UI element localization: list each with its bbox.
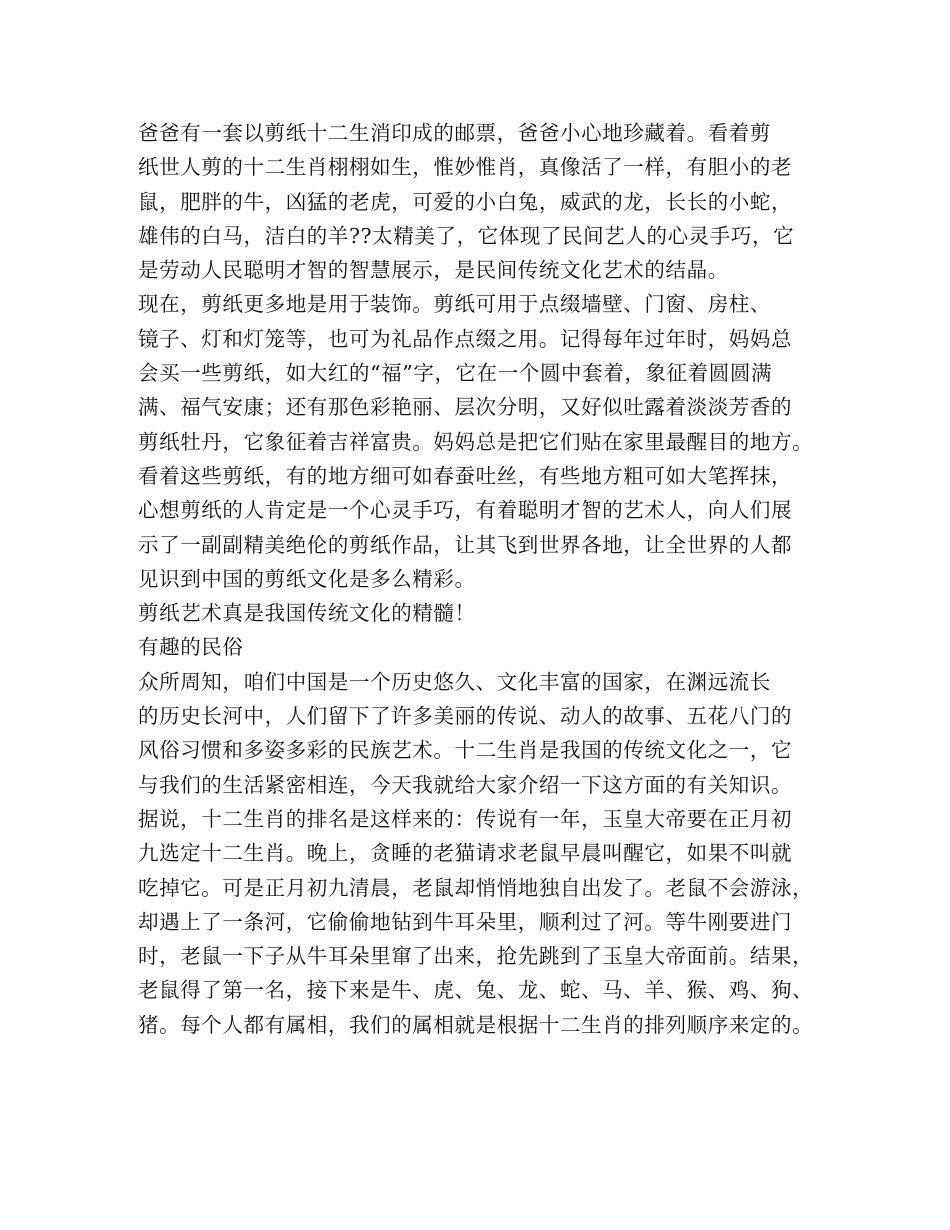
- text-line: 剪纸牡丹，它象征着吉祥富贵。妈妈总是把它们贴在家里最醒目的地方。: [138, 429, 814, 454]
- text-line: 见识到中国的剪纸文化是多么精彩。: [138, 566, 476, 591]
- text-line: 鼠，肥胖的牛，凶猛的老虎，可爱的小白兔，威武的龙，长长的小蛇，: [138, 189, 793, 214]
- text-line: 纸世人剪的十二生肖栩栩如生，惟妙惟肖，真像活了一样，有胆小的老: [138, 155, 793, 180]
- text-line: 却遇上了一条河，它偷偷地钻到牛耳朵里，顺利过了河。等牛刚要进门: [138, 909, 793, 934]
- text-line: 是劳动人民聪明才智的智慧展示，是民间传统文化艺术的结晶。: [138, 258, 729, 283]
- text-line: 九选定十二生肖。晚上，贪睡的老猫请求老鼠早晨叫醒它，如果不叫就: [138, 841, 793, 866]
- section-heading: 有趣的民俗: [138, 635, 244, 660]
- closing-sentence: 剪纸艺术真是我国传统文化的精髓！: [138, 601, 476, 626]
- text-line: 爸爸有一套以剪纸十二生消印成的邮票，爸爸小心地珍藏着。看着剪: [138, 121, 771, 145]
- text-line: 示了一副副精美绝伦的剪纸作品，让其飞到世界各地，让全世界的人都: [138, 532, 793, 557]
- text-line: 与我们的生活紧密相连，今天我就给大家介绍一下这方面的有关知识。: [138, 772, 793, 797]
- text-line: 现在，剪纸更多地是用于装饰。剪纸可用于点缀墙壁、门窗、房柱、: [138, 292, 771, 317]
- text-line: 的历史长河中，人们留下了许多美丽的传说、动人的故事、五花八门的: [138, 704, 793, 729]
- text-line: 老鼠得了第一名，接下来是牛、虎、兔、龙、蛇、马、羊、猴、鸡、狗、: [138, 978, 814, 1003]
- text-line: 据说，十二生肖的排名是这样来的：传说有一年，玉皇大帝要在正月初: [138, 806, 793, 831]
- text-line: 猪。每个人都有属相，我们的属相就是根据十二生肖的排列顺序来定的。: [138, 1012, 814, 1037]
- text-line: 镜子、灯和灯笼等，也可为礼品作点缀之用。记得每年过年时，妈妈总: [138, 326, 793, 351]
- text-line: 时，老鼠一下子从牛耳朵里窜了出来，抢先跳到了玉皇大帝面前。结果，: [138, 944, 814, 969]
- text-line: 会买一些剪纸，如大红的“福”字，它在一个圆中套着，象征着圆圆满: [138, 361, 773, 386]
- document-body: [138, 116, 828, 1042]
- text-line: 众所周知，咱们中国是一个历史悠久、文化丰富的国家，在渊远流长: [138, 669, 771, 694]
- text-line: 雄伟的白马，洁白的羊??太精美了，它体现了民间艺人的心灵手巧，它: [138, 223, 795, 248]
- text-line: 吃掉它。可是正月初九清晨，老鼠却悄悄地独自出发了。老鼠不会游泳，: [138, 875, 814, 900]
- text-line: 心想剪纸的人肯定是一个心灵手巧，有着聪明才智的艺术人，向人们展: [138, 498, 793, 523]
- text-line: 看着这些剪纸，有的地方细可如春蚕吐丝，有些地方粗可如大笔挥抹，: [138, 463, 793, 488]
- text-line: 风俗习惯和多姿多彩的民族艺术。十二生肖是我国的传统文化之一，它: [138, 738, 793, 763]
- text-line: 满、福气安康；还有那色彩艳丽、层次分明，又好似吐露着淡淡芳香的: [138, 395, 793, 420]
